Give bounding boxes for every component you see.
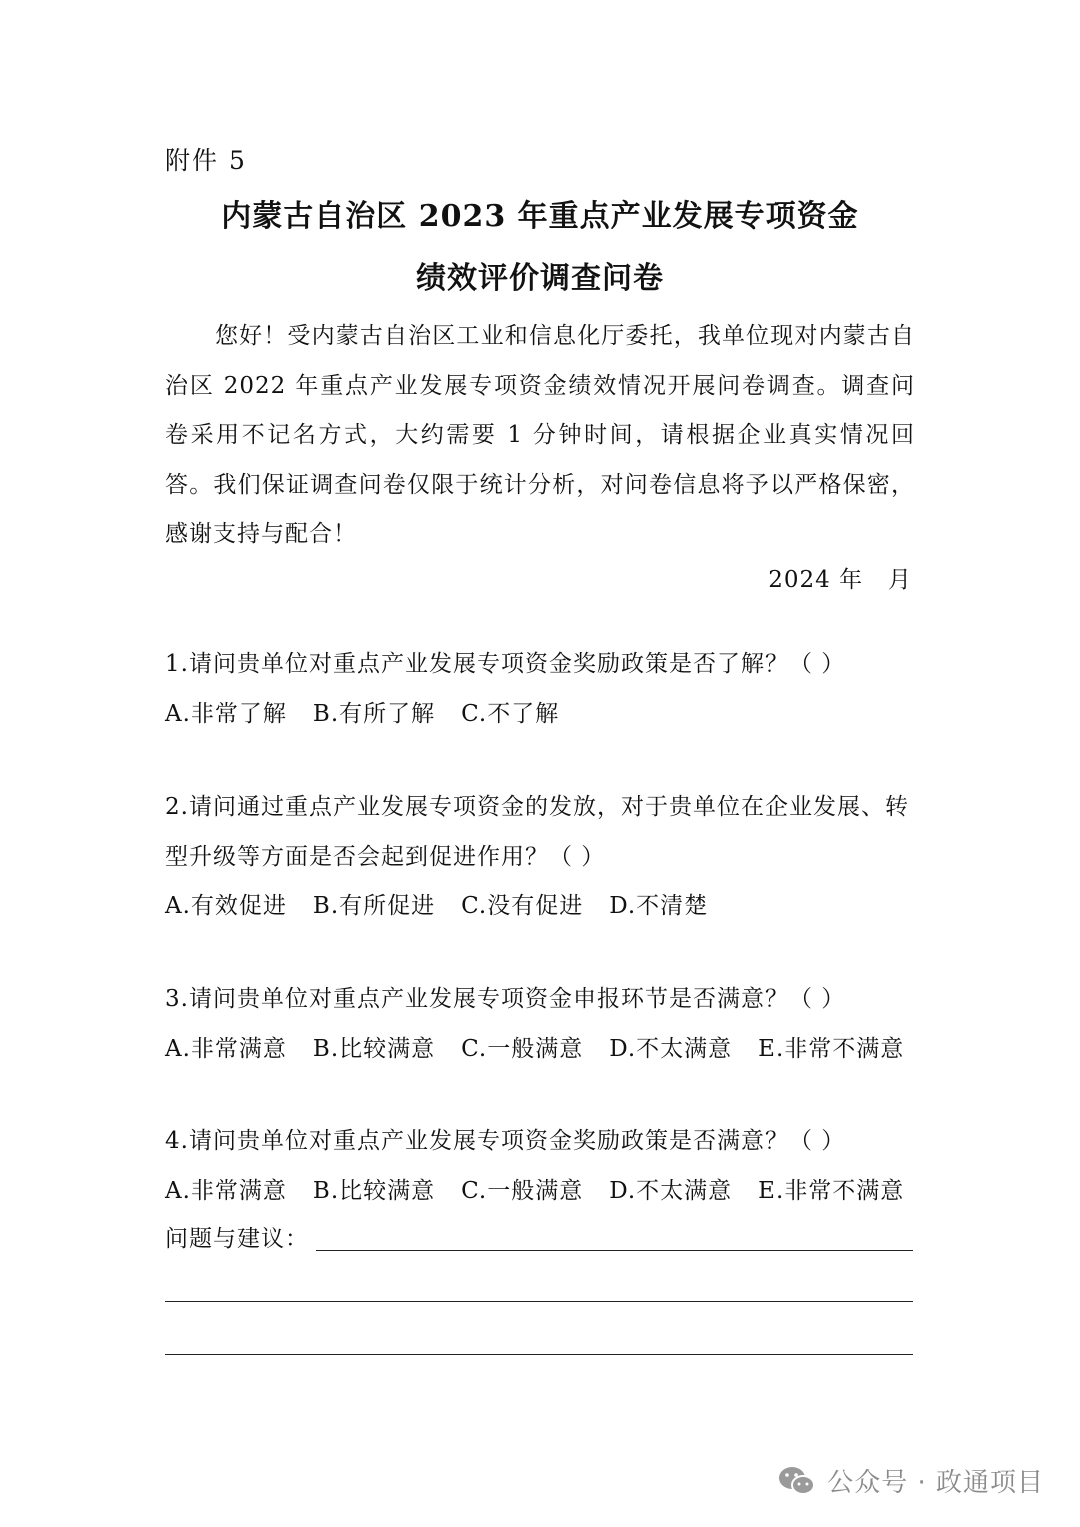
option[interactable]: C.一般满意 bbox=[461, 1177, 584, 1204]
option[interactable]: A.非常满意 bbox=[165, 1177, 287, 1204]
option[interactable]: A.非常满意 bbox=[165, 1035, 287, 1062]
option[interactable]: D.不清楚 bbox=[609, 893, 709, 919]
option[interactable]: E.非常不满意 bbox=[758, 1035, 905, 1062]
option[interactable]: D.不太满意 bbox=[609, 1177, 733, 1204]
question-text: 2.请问通过重点产业发展专项资金的发放，对于贵单位在企业发展、转型升级等方面是否会起到促进作用？（ ） bbox=[165, 794, 909, 870]
wechat-icon bbox=[777, 1464, 817, 1498]
document-title-line-1: 内蒙古自治区 2023 年重点产业发展专项资金 bbox=[221, 199, 859, 234]
option[interactable]: A.有效促进 bbox=[165, 893, 287, 919]
question-3 bbox=[165, 975, 925, 1074]
option[interactable]: B.比较满意 bbox=[312, 1035, 436, 1062]
question-options bbox=[165, 1167, 925, 1217]
option[interactable]: C.一般满意 bbox=[461, 1035, 584, 1062]
question-1 bbox=[165, 640, 925, 739]
watermark-text: 公众号 · 政通项目 bbox=[827, 1468, 1044, 1498]
question-text: 1.请问贵单位对重点产业发展专项资金奖励政策是否了解？（ ） bbox=[165, 651, 846, 677]
option[interactable]: C.没有促进 bbox=[461, 893, 584, 919]
question-2 bbox=[165, 783, 925, 932]
option[interactable]: E.非常不满意 bbox=[758, 1177, 905, 1204]
question-options bbox=[165, 690, 925, 740]
question-text: 3.请问贵单位对重点产业发展专项资金申报环节是否满意？（ ） bbox=[165, 986, 846, 1012]
watermark bbox=[777, 1462, 1044, 1499]
suggestions-input-line-1[interactable] bbox=[316, 1250, 913, 1251]
option[interactable]: A.非常了解 bbox=[165, 700, 287, 727]
suggestions-input-line-2[interactable] bbox=[165, 1301, 913, 1302]
question-4 bbox=[165, 1117, 925, 1216]
question-options bbox=[165, 882, 925, 932]
option[interactable]: B.有所促进 bbox=[312, 893, 436, 919]
suggestions-input-line-3[interactable] bbox=[165, 1354, 913, 1355]
question-text: 4.请问贵单位对重点产业发展专项资金奖励政策是否满意？（ ） bbox=[165, 1128, 846, 1154]
option[interactable]: B.有所了解 bbox=[312, 700, 436, 727]
suggestions-label: 问题与建议： bbox=[165, 1226, 309, 1252]
option[interactable]: C.不了解 bbox=[461, 700, 560, 727]
option[interactable]: D.不太满意 bbox=[609, 1035, 733, 1062]
option[interactable]: B.比较满意 bbox=[312, 1177, 436, 1204]
survey-date: 2024 年 月 bbox=[768, 567, 912, 593]
intro-paragraph: 您好！受内蒙古自治区工业和信息化厅委托，我单位现对内蒙古自治区 2022 年重点产业发展专项资金绩效情况开展问卷调查。调查问卷采用不记名方式，大约需要 1 分钟时间，请根据企业真实情况回答。我们保证调查问卷仅限于统计分析，对问卷信息将予以严格保密，感谢支持与配合！ bbox=[165, 323, 915, 547]
attachment-label: 附件 5 bbox=[165, 146, 247, 175]
question-options bbox=[165, 1025, 925, 1075]
document-title-line-2: 绩效评价调查问卷 bbox=[416, 261, 664, 296]
